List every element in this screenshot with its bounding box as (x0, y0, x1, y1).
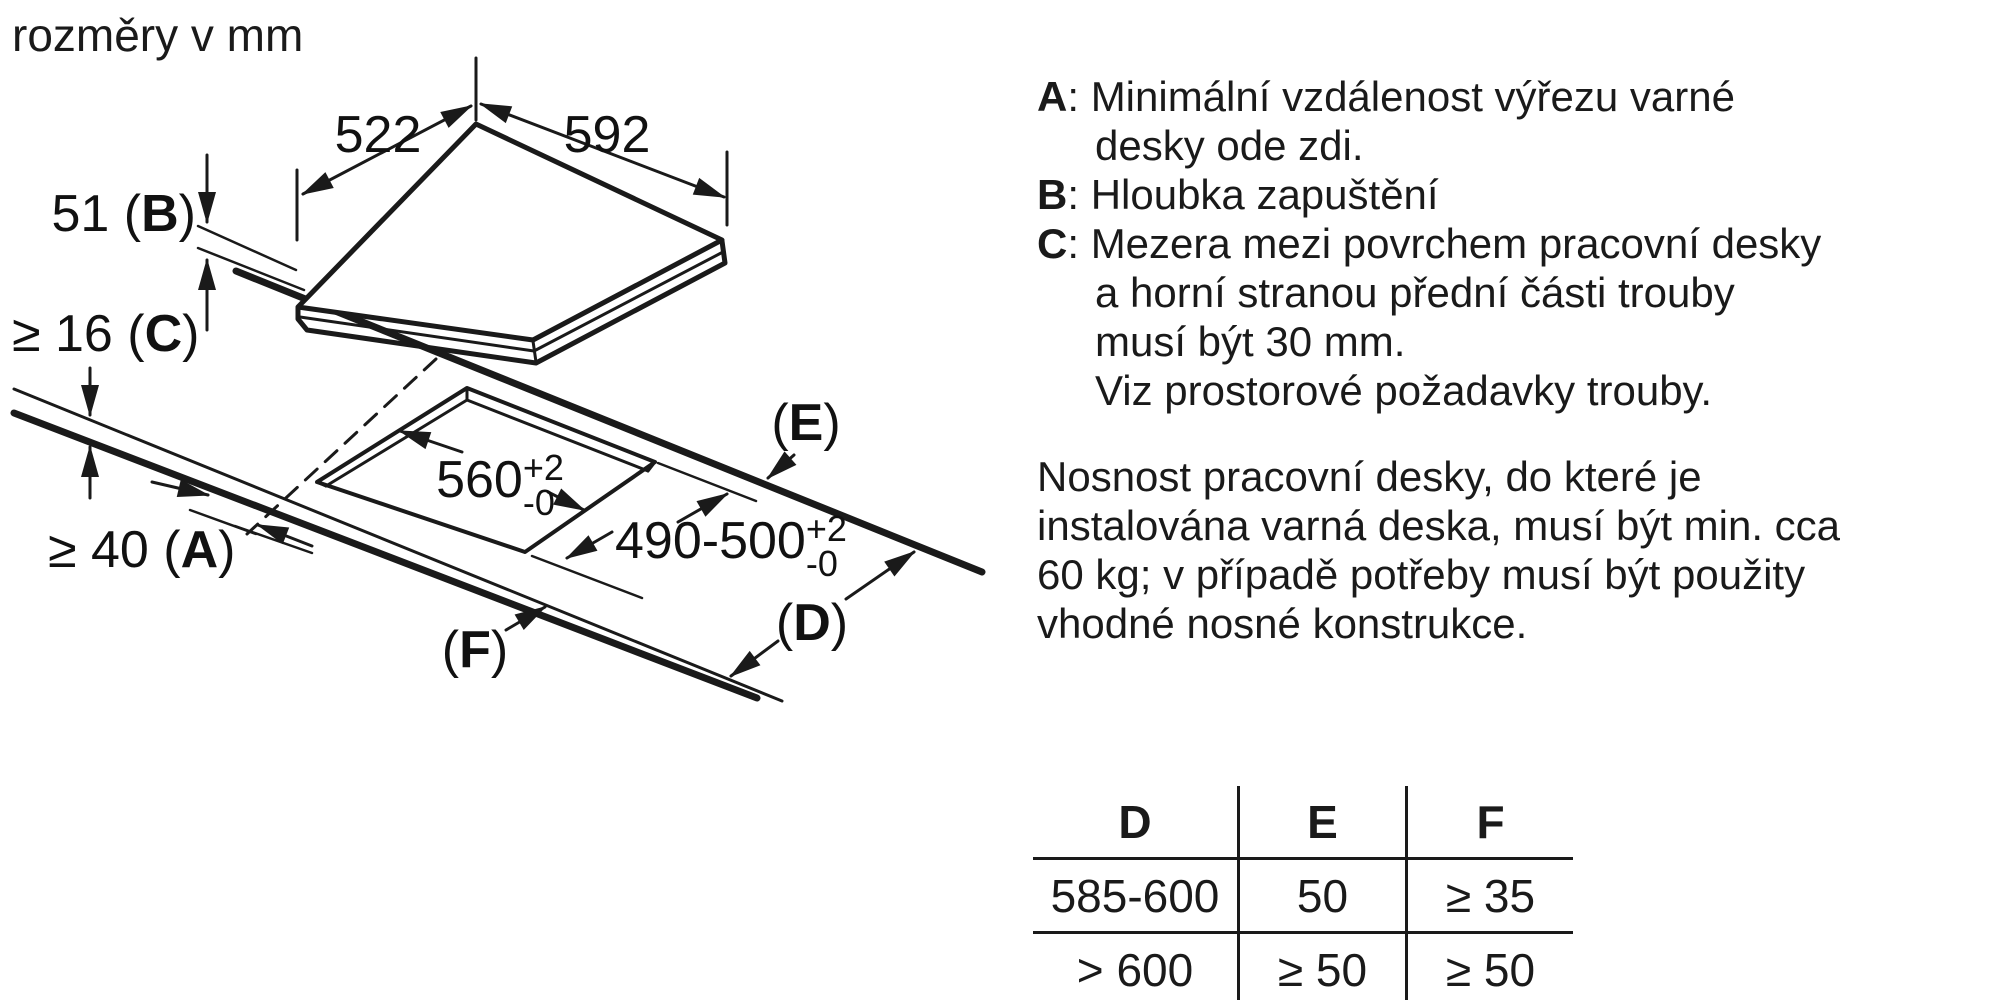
table-cell-r1-e: 50 (1240, 860, 1408, 934)
table-cell-r1-f: ≥ 35 (1408, 860, 1573, 934)
legend-item-b (1037, 170, 1837, 219)
hob-body-corner (533, 341, 536, 362)
legend-item-a (1037, 72, 1837, 170)
legend-text-b: Hloubka zapuštění (1090, 171, 1439, 218)
dim-label-490-500: $490-500^{+2}$ -0 (615, 508, 847, 584)
legend-text-c-continued: Viz prostorové požadavky trouby. (1095, 367, 1713, 414)
label-e: (E) (771, 394, 841, 452)
legend-item-c (1037, 219, 1837, 415)
legend-text-c: Mezera mezi povrchem pracovní desky a horní stranou přední části trouby musí být 30 mm. (1090, 220, 1822, 365)
table-cell-r2-d: > 600 (1033, 934, 1240, 1000)
ext-hob-bottom (198, 248, 304, 290)
table-header-d: D (1033, 786, 1240, 860)
dim-490-arrow-lower (567, 532, 612, 558)
dim-label-522: 522 (334, 106, 422, 164)
dimension-table (1033, 786, 1573, 1000)
table-header-f: F (1408, 786, 1573, 860)
legend-text-a: Minimální vzdálenost výřezu varné desky ode zdi. (1090, 73, 1735, 169)
label-d-arrow-front (731, 641, 778, 676)
legend-key-a: A (1037, 73, 1068, 120)
label-d-arrow-back (846, 552, 914, 599)
dim-label-16-c: ≥ 16 (C) (12, 305, 200, 363)
legend-sep-c: : (1067, 220, 1091, 267)
installation-diagram (0, 0, 1000, 780)
table-cell-r2-f: ≥ 50 (1445, 943, 1536, 996)
legend-key-b: B (1037, 171, 1068, 218)
table-cell-r1-d: 585-600 (1033, 860, 1240, 934)
label-f: (F) (441, 621, 509, 679)
load-capacity-note: Nosnost pracovní desky, do které je instalována varná deska, musí být min. cca 60 kg; v případě potřeby musí být použity vhodné nosné konstrukce. (1037, 453, 1841, 647)
dim-label-51-b: 51 (B) (51, 185, 196, 243)
legend-sep-a: : (1067, 73, 1091, 120)
table-header-e: E (1240, 786, 1408, 860)
dim-label-40-a: ≥ 40 (A) (48, 521, 236, 579)
ext-cutout-depth-1 (658, 463, 756, 501)
label-d: (D) (775, 594, 849, 652)
page-title: rozměry v mm (12, 9, 304, 61)
dim-label-592: 592 (563, 106, 651, 164)
dim-label-560: $560^{+2}$ -0 (436, 447, 564, 523)
ext-hob-top (198, 226, 296, 270)
table-cell-r2-e: ≥ 50 (1240, 934, 1408, 1000)
legend-key-c: C (1037, 220, 1068, 267)
label-e-arrow (768, 455, 794, 478)
legend (1037, 72, 1837, 415)
legend-sep-b: : (1067, 171, 1091, 218)
